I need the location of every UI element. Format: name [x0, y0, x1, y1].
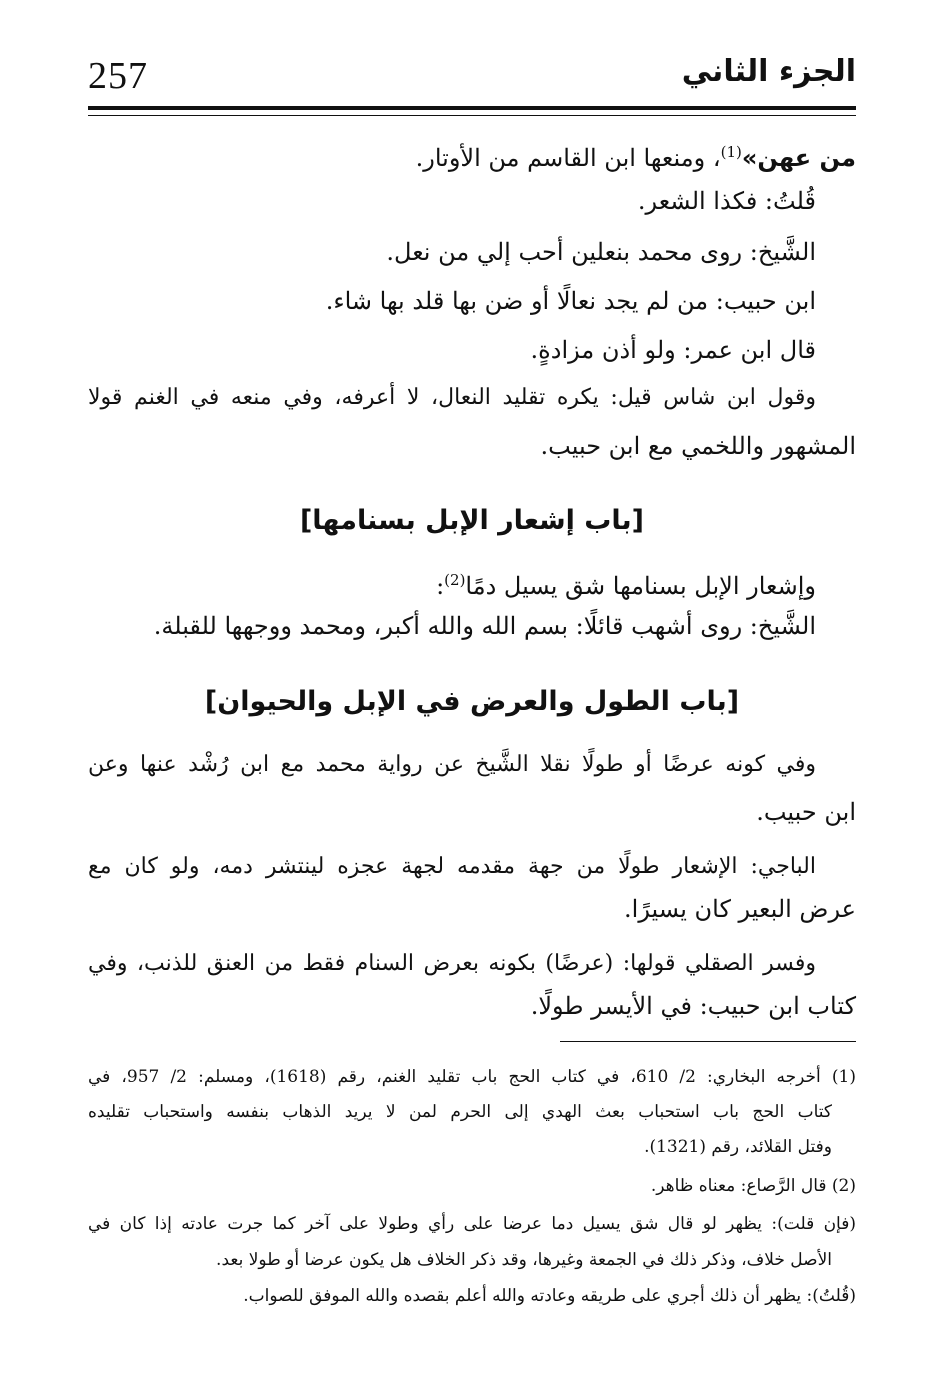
body-line	[436, 562, 816, 604]
footnote-ref: (2)	[444, 571, 466, 589]
footnote-line: الأصل خلاف، وذكر ذلك في الجمعة وغيرها، وقد ذكر الخلاف هل يكون عرضا أو طولا بعد.	[216, 1250, 832, 1270]
footnote-ref: (1)	[720, 143, 742, 161]
body-line	[416, 134, 856, 176]
body-line: الباجي: الإشعار طولًا من جهة مقدمه لجهة عجزه لينتشر دمه، ولو كان مع	[88, 854, 816, 879]
body-line: عرض البعير كان يسيرًا.	[624, 895, 856, 923]
body-text: وإشعار الإبل بسنامها شق يسيل دمًا	[465, 572, 816, 600]
running-title: الجزء الثاني	[681, 54, 856, 89]
page-number: 257	[88, 55, 148, 97]
body-line: المشهور واللخمي مع ابن حبيب.	[540, 432, 856, 460]
footnote-line: (1) أخرجه البخاري: 2/ 610، في كتاب الحج باب تقليد الغنم، رقم (1618)، ومسلم: 2/ 957، في	[88, 1067, 856, 1087]
body-line: وقول ابن شاس قيل: يكره تقليد النعال، لا أعرفه، وفي منعه في الغنم قولا	[88, 385, 816, 410]
header-rule-thick	[88, 106, 856, 110]
body-text: ، ومنعها ابن القاسم من الأوتار.	[415, 144, 721, 172]
header-rule-thin	[88, 115, 856, 116]
footnote-line: كتاب الحج باب استحباب بعث الهدي إلى الحرم لمن لا يريد الذهاب بنفسه واستحباب تقليده	[88, 1102, 832, 1122]
page-header	[88, 46, 856, 110]
quote-end: من عهن»	[741, 144, 856, 172]
body-line: قُلتُ: فكذا الشعر.	[637, 187, 816, 215]
body-line: وفي كونه عرضًا أو طولًا نقلا الشَّيخ عن رواية محمد مع ابن رُشْد عنها وعن	[88, 752, 816, 777]
body-line: ابن حبيب.	[756, 798, 856, 826]
footnote-separator	[560, 1041, 856, 1042]
body-line: قال ابن عمر: ولو أذن مزادةٍ.	[530, 336, 816, 364]
body-text: :	[436, 572, 445, 600]
body-line: وفسر الصقلي قولها: (عرضًا) بكونه بعرض السنام فقط من العنق للذنب، وفي	[88, 951, 816, 976]
footnote-line: (فإن قلت): يظهر لو قال شق يسيل دما عرضا على رأي وطولا على آخر كما جرت عادته إذا كان في	[88, 1214, 856, 1234]
footnote-line: (قُلتُ): يظهر أن ذلك أجري على طريقه وعادته والله أعلم بقصده والله الموفق للصواب.	[243, 1286, 856, 1306]
footnote-line: وفتل القلائد، رقم (1321).	[644, 1137, 832, 1157]
body-line: ابن حبيب: من لم يجد نعالًا أو ضن بها قلد بها شاء.	[325, 287, 816, 315]
footnote-line: (2) قال الرَّصاع: معناه ظاهر.	[650, 1176, 856, 1196]
body-line: الشَّيخ: روى أشهب قائلًا: بسم الله والله أكبر، ومحمد ووجهها للقبلة.	[153, 612, 816, 640]
body-line: كتاب ابن حبيب: في الأيسر طولًا.	[530, 992, 856, 1020]
section-heading: [باب إشعار الإبل بسنامها]	[299, 505, 645, 536]
body-line: الشَّيخ: روى محمد بنعلين أحب إلي من نعل.	[386, 238, 816, 266]
section-heading: [باب الطول والعرض في الإبل والحيوان]	[204, 686, 740, 717]
